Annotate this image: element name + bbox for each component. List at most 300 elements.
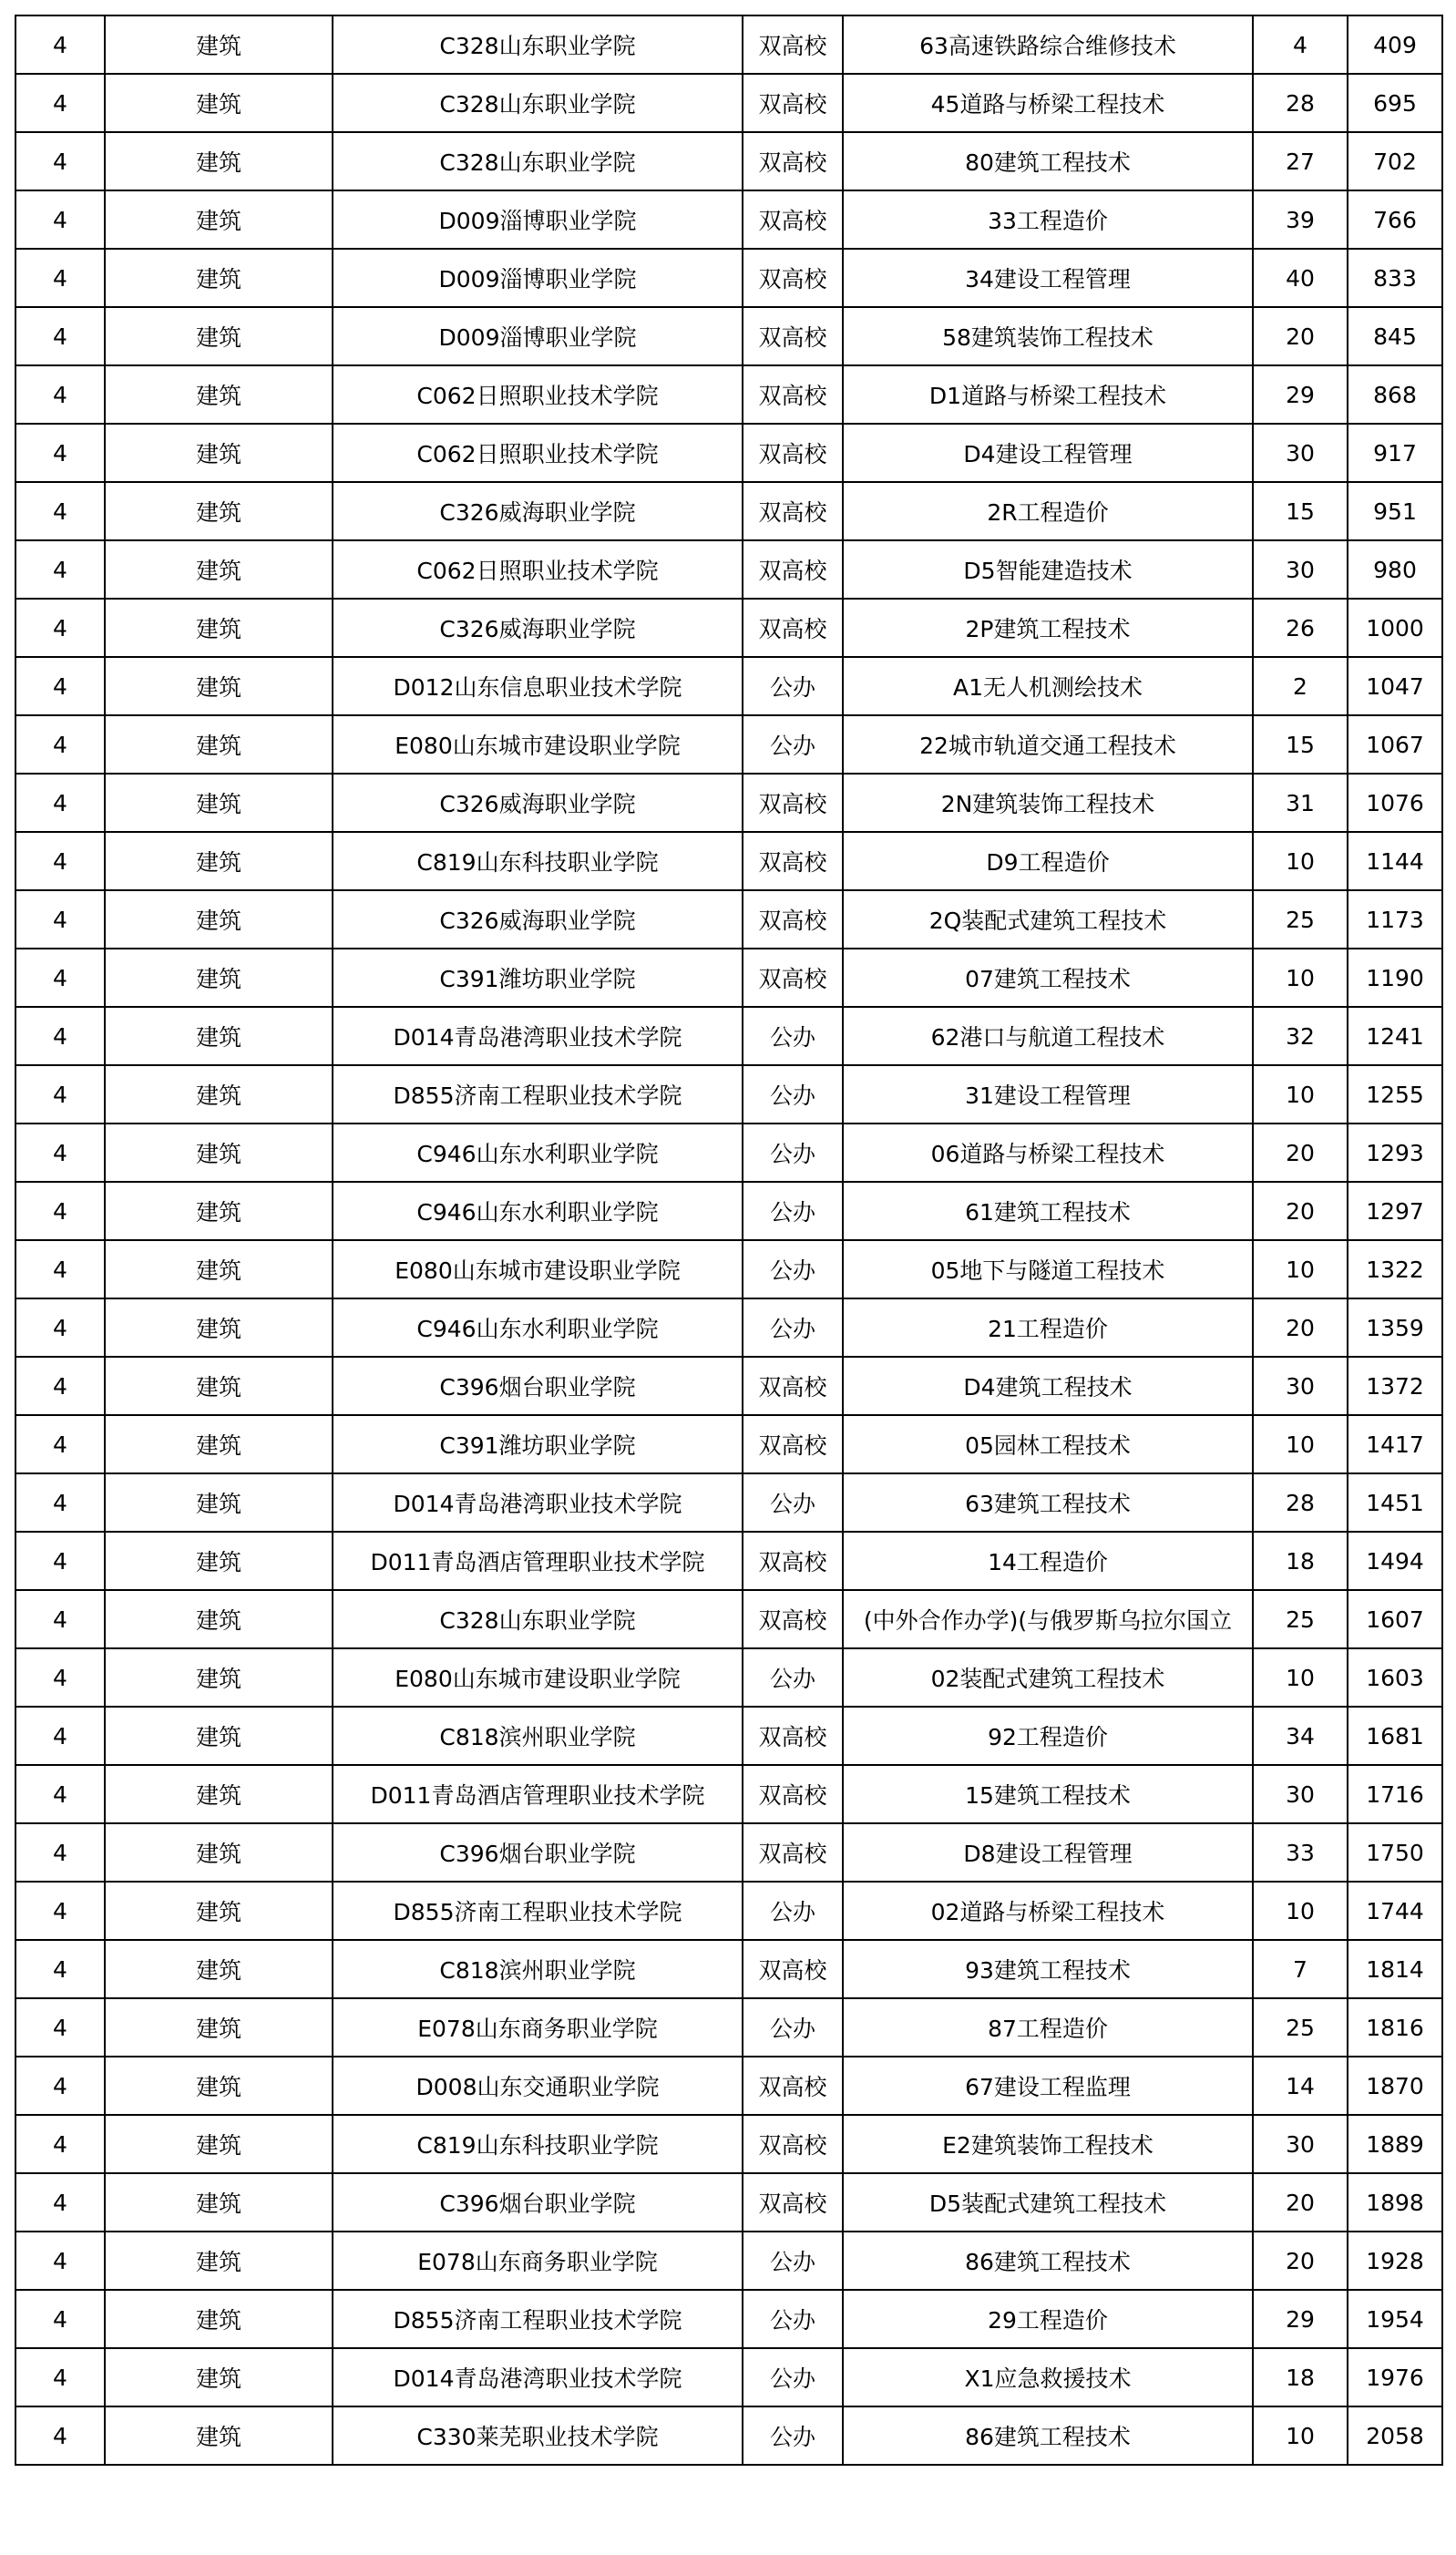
major-cell: 31建设工程管理 [843, 1065, 1253, 1124]
plan-count-cell: 30 [1253, 540, 1348, 599]
category-cell: 建筑 [105, 2173, 333, 2232]
school-type-cell: 双高校 [743, 949, 843, 1007]
category-cell: 建筑 [105, 2348, 333, 2406]
school-type-cell: 公办 [743, 2290, 843, 2348]
plan-count-cell: 18 [1253, 1532, 1348, 1590]
table-row [15, 132, 1442, 190]
school-type-cell: 双高校 [743, 1532, 843, 1590]
category-cell: 建筑 [105, 249, 333, 307]
school-type-cell: 双高校 [743, 1415, 843, 1473]
plan-count-cell: 10 [1253, 2406, 1348, 2465]
rank-cell: 1255 [1348, 1065, 1442, 1124]
category-cell: 建筑 [105, 2057, 333, 2115]
admission-table-wrapper [15, 15, 1441, 2466]
school-cell: D855济南工程职业技术学院 [333, 2290, 743, 2348]
school-type-cell: 公办 [743, 1473, 843, 1532]
school-cell: E080山东城市建设职业学院 [333, 1648, 743, 1707]
table-row [15, 2348, 1442, 2406]
major-cell: 02装配式建筑工程技术 [843, 1648, 1253, 1707]
rank-cell: 1241 [1348, 1007, 1442, 1065]
rank-cell: 1372 [1348, 1357, 1442, 1415]
table-row [15, 1940, 1442, 1998]
batch-cell: 4 [15, 2232, 105, 2290]
batch-cell: 4 [15, 482, 105, 540]
batch-cell: 4 [15, 190, 105, 249]
rank-cell: 1297 [1348, 1182, 1442, 1240]
major-cell: D5智能建造技术 [843, 540, 1253, 599]
school-cell: C946山东水利职业学院 [333, 1124, 743, 1182]
school-cell: D011青岛酒店管理职业技术学院 [333, 1765, 743, 1823]
plan-count-cell: 20 [1253, 2232, 1348, 2290]
plan-count-cell: 30 [1253, 1765, 1348, 1823]
school-cell: C946山东水利职业学院 [333, 1182, 743, 1240]
table-row [15, 2173, 1442, 2232]
school-cell: D011青岛酒店管理职业技术学院 [333, 1532, 743, 1590]
major-cell: E2建筑装饰工程技术 [843, 2115, 1253, 2173]
category-cell: 建筑 [105, 1707, 333, 1765]
category-cell: 建筑 [105, 74, 333, 132]
major-cell: 86建筑工程技术 [843, 2406, 1253, 2465]
category-cell: 建筑 [105, 1357, 333, 1415]
plan-count-cell: 10 [1253, 1648, 1348, 1707]
plan-count-cell: 31 [1253, 774, 1348, 832]
school-cell: C391潍坊职业学院 [333, 1415, 743, 1473]
batch-cell: 4 [15, 307, 105, 365]
table-row [15, 1415, 1442, 1473]
rank-cell: 1816 [1348, 1998, 1442, 2057]
category-cell: 建筑 [105, 2406, 333, 2465]
plan-count-cell: 2 [1253, 657, 1348, 715]
major-cell: D5装配式建筑工程技术 [843, 2173, 1253, 2232]
school-cell: D012山东信息职业技术学院 [333, 657, 743, 715]
batch-cell: 4 [15, 2406, 105, 2465]
plan-count-cell: 27 [1253, 132, 1348, 190]
table-row [15, 890, 1442, 949]
category-cell: 建筑 [105, 1765, 333, 1823]
table-row [15, 365, 1442, 424]
category-cell: 建筑 [105, 1998, 333, 2057]
rank-cell: 1173 [1348, 890, 1442, 949]
major-cell: 93建筑工程技术 [843, 1940, 1253, 1998]
major-cell: 15建筑工程技术 [843, 1765, 1253, 1823]
table-row [15, 15, 1442, 74]
school-type-cell: 公办 [743, 1007, 843, 1065]
plan-count-cell: 40 [1253, 249, 1348, 307]
rank-cell: 409 [1348, 15, 1442, 74]
major-cell: 67建设工程监理 [843, 2057, 1253, 2115]
school-type-cell: 双高校 [743, 1590, 843, 1648]
rank-cell: 1716 [1348, 1765, 1442, 1823]
school-type-cell: 公办 [743, 1065, 843, 1124]
batch-cell: 4 [15, 774, 105, 832]
school-cell: C326威海职业学院 [333, 599, 743, 657]
rank-cell: 1870 [1348, 2057, 1442, 2115]
batch-cell: 4 [15, 890, 105, 949]
major-cell: 2N建筑装饰工程技术 [843, 774, 1253, 832]
plan-count-cell: 10 [1253, 1240, 1348, 1298]
category-cell: 建筑 [105, 15, 333, 74]
rank-cell: 1954 [1348, 2290, 1442, 2348]
school-cell: C396烟台职业学院 [333, 1823, 743, 1882]
table-body [15, 15, 1442, 2465]
category-cell: 建筑 [105, 715, 333, 774]
batch-cell: 4 [15, 1940, 105, 1998]
batch-cell: 4 [15, 1882, 105, 1940]
school-type-cell: 公办 [743, 1648, 843, 1707]
plan-count-cell: 20 [1253, 1182, 1348, 1240]
school-type-cell: 双高校 [743, 2115, 843, 2173]
rank-cell: 1144 [1348, 832, 1442, 890]
rank-cell: 1750 [1348, 1823, 1442, 1882]
school-cell: D009淄博职业学院 [333, 249, 743, 307]
plan-count-cell: 25 [1253, 890, 1348, 949]
batch-cell: 4 [15, 1823, 105, 1882]
school-cell: C326威海职业学院 [333, 890, 743, 949]
category-cell: 建筑 [105, 540, 333, 599]
rank-cell: 1928 [1348, 2232, 1442, 2290]
major-cell: 61建筑工程技术 [843, 1182, 1253, 1240]
table-row [15, 1707, 1442, 1765]
major-cell: D4建筑工程技术 [843, 1357, 1253, 1415]
school-type-cell: 公办 [743, 657, 843, 715]
batch-cell: 4 [15, 249, 105, 307]
school-type-cell: 公办 [743, 1298, 843, 1357]
table-row [15, 249, 1442, 307]
category-cell: 建筑 [105, 1007, 333, 1065]
school-cell: C391潍坊职业学院 [333, 949, 743, 1007]
table-row [15, 74, 1442, 132]
table-row [15, 1532, 1442, 1590]
category-cell: 建筑 [105, 1298, 333, 1357]
table-row [15, 2115, 1442, 2173]
major-cell: D1道路与桥梁工程技术 [843, 365, 1253, 424]
plan-count-cell: 7 [1253, 1940, 1348, 1998]
table-row [15, 1882, 1442, 1940]
batch-cell: 4 [15, 1473, 105, 1532]
table-row [15, 2232, 1442, 2290]
plan-count-cell: 29 [1253, 365, 1348, 424]
batch-cell: 4 [15, 2173, 105, 2232]
plan-count-cell: 29 [1253, 2290, 1348, 2348]
school-type-cell: 双高校 [743, 307, 843, 365]
batch-cell: 4 [15, 1590, 105, 1648]
plan-count-cell: 20 [1253, 1124, 1348, 1182]
plan-count-cell: 10 [1253, 832, 1348, 890]
school-cell: C328山东职业学院 [333, 132, 743, 190]
table-row [15, 2057, 1442, 2115]
school-cell: D008山东交通职业学院 [333, 2057, 743, 2115]
school-type-cell: 双高校 [743, 15, 843, 74]
rank-cell: 1000 [1348, 599, 1442, 657]
school-cell: C946山东水利职业学院 [333, 1298, 743, 1357]
rank-cell: 1744 [1348, 1882, 1442, 1940]
category-cell: 建筑 [105, 1182, 333, 1240]
school-type-cell: 双高校 [743, 1940, 843, 1998]
school-type-cell: 双高校 [743, 365, 843, 424]
major-cell: (中外合作办学)(与俄罗斯乌拉尔国立 [843, 1590, 1253, 1648]
school-cell: C818滨州职业学院 [333, 1707, 743, 1765]
table-row [15, 540, 1442, 599]
rank-cell: 695 [1348, 74, 1442, 132]
batch-cell: 4 [15, 132, 105, 190]
school-cell: C396烟台职业学院 [333, 2173, 743, 2232]
school-type-cell: 双高校 [743, 249, 843, 307]
major-cell: D8建设工程管理 [843, 1823, 1253, 1882]
category-cell: 建筑 [105, 774, 333, 832]
table-row [15, 190, 1442, 249]
major-cell: 21工程造价 [843, 1298, 1253, 1357]
plan-count-cell: 30 [1253, 424, 1348, 482]
admission-table [15, 15, 1443, 2466]
school-cell: E078山东商务职业学院 [333, 2232, 743, 2290]
batch-cell: 4 [15, 74, 105, 132]
school-cell: C818滨州职业学院 [333, 1940, 743, 1998]
batch-cell: 4 [15, 599, 105, 657]
category-cell: 建筑 [105, 2290, 333, 2348]
table-row [15, 1648, 1442, 1707]
school-cell: D014青岛港湾职业技术学院 [333, 1473, 743, 1532]
rank-cell: 833 [1348, 249, 1442, 307]
rank-cell: 1067 [1348, 715, 1442, 774]
school-type-cell: 双高校 [743, 424, 843, 482]
table-row [15, 657, 1442, 715]
batch-cell: 4 [15, 2115, 105, 2173]
plan-count-cell: 10 [1253, 1415, 1348, 1473]
school-cell: C326威海职业学院 [333, 774, 743, 832]
batch-cell: 4 [15, 1240, 105, 1298]
batch-cell: 4 [15, 2348, 105, 2406]
school-cell: C328山东职业学院 [333, 1590, 743, 1648]
plan-count-cell: 25 [1253, 1998, 1348, 2057]
plan-count-cell: 15 [1253, 715, 1348, 774]
table-row [15, 482, 1442, 540]
major-cell: 06道路与桥梁工程技术 [843, 1124, 1253, 1182]
rank-cell: 980 [1348, 540, 1442, 599]
rank-cell: 845 [1348, 307, 1442, 365]
batch-cell: 4 [15, 15, 105, 74]
batch-cell: 4 [15, 365, 105, 424]
plan-count-cell: 30 [1253, 1357, 1348, 1415]
school-cell: C396烟台职业学院 [333, 1357, 743, 1415]
table-row [15, 949, 1442, 1007]
plan-count-cell: 33 [1253, 1823, 1348, 1882]
rank-cell: 702 [1348, 132, 1442, 190]
batch-cell: 4 [15, 540, 105, 599]
major-cell: 07建筑工程技术 [843, 949, 1253, 1007]
table-row [15, 2290, 1442, 2348]
school-type-cell: 双高校 [743, 1707, 843, 1765]
table-row [15, 1765, 1442, 1823]
batch-cell: 4 [15, 1007, 105, 1065]
category-cell: 建筑 [105, 1065, 333, 1124]
table-row [15, 1007, 1442, 1065]
plan-count-cell: 14 [1253, 2057, 1348, 2115]
school-cell: E080山东城市建设职业学院 [333, 715, 743, 774]
category-cell: 建筑 [105, 599, 333, 657]
table-row [15, 307, 1442, 365]
table-row [15, 1298, 1442, 1357]
table-row [15, 1473, 1442, 1532]
school-cell: C819山东科技职业学院 [333, 832, 743, 890]
batch-cell: 4 [15, 657, 105, 715]
school-type-cell: 双高校 [743, 599, 843, 657]
major-cell: 92工程造价 [843, 1707, 1253, 1765]
school-type-cell: 公办 [743, 1240, 843, 1298]
school-type-cell: 公办 [743, 1882, 843, 1940]
school-type-cell: 公办 [743, 1124, 843, 1182]
plan-count-cell: 28 [1253, 74, 1348, 132]
rank-cell: 2058 [1348, 2406, 1442, 2465]
school-cell: C819山东科技职业学院 [333, 2115, 743, 2173]
table-row [15, 832, 1442, 890]
table-row [15, 1823, 1442, 1882]
table-row [15, 1182, 1442, 1240]
major-cell: 34建设工程管理 [843, 249, 1253, 307]
table-row [15, 1998, 1442, 2057]
school-type-cell: 双高校 [743, 540, 843, 599]
batch-cell: 4 [15, 1765, 105, 1823]
plan-count-cell: 25 [1253, 1590, 1348, 1648]
batch-cell: 4 [15, 1357, 105, 1415]
school-cell: E078山东商务职业学院 [333, 1998, 743, 2057]
rank-cell: 1359 [1348, 1298, 1442, 1357]
plan-count-cell: 34 [1253, 1707, 1348, 1765]
category-cell: 建筑 [105, 1940, 333, 1998]
category-cell: 建筑 [105, 890, 333, 949]
school-type-cell: 公办 [743, 2406, 843, 2465]
major-cell: X1应急救援技术 [843, 2348, 1253, 2406]
batch-cell: 4 [15, 2290, 105, 2348]
rank-cell: 1603 [1348, 1648, 1442, 1707]
category-cell: 建筑 [105, 190, 333, 249]
school-cell: C062日照职业技术学院 [333, 540, 743, 599]
major-cell: 2R工程造价 [843, 482, 1253, 540]
table-row [15, 1124, 1442, 1182]
school-type-cell: 公办 [743, 2348, 843, 2406]
category-cell: 建筑 [105, 1648, 333, 1707]
major-cell: 63建筑工程技术 [843, 1473, 1253, 1532]
rank-cell: 1494 [1348, 1532, 1442, 1590]
batch-cell: 4 [15, 1065, 105, 1124]
batch-cell: 4 [15, 1124, 105, 1182]
major-cell: 02道路与桥梁工程技术 [843, 1882, 1253, 1940]
major-cell: 2P建筑工程技术 [843, 599, 1253, 657]
major-cell: 29工程造价 [843, 2290, 1253, 2348]
table-row [15, 1590, 1442, 1648]
school-cell: D009淄博职业学院 [333, 190, 743, 249]
plan-count-cell: 30 [1253, 2115, 1348, 2173]
school-cell: D014青岛港湾职业技术学院 [333, 1007, 743, 1065]
major-cell: 62港口与航道工程技术 [843, 1007, 1253, 1065]
category-cell: 建筑 [105, 1124, 333, 1182]
category-cell: 建筑 [105, 2232, 333, 2290]
category-cell: 建筑 [105, 132, 333, 190]
table-row [15, 599, 1442, 657]
batch-cell: 4 [15, 832, 105, 890]
rank-cell: 766 [1348, 190, 1442, 249]
major-cell: 86建筑工程技术 [843, 2232, 1253, 2290]
rank-cell: 1681 [1348, 1707, 1442, 1765]
plan-count-cell: 18 [1253, 2348, 1348, 2406]
plan-count-cell: 10 [1253, 1065, 1348, 1124]
plan-count-cell: 32 [1253, 1007, 1348, 1065]
school-type-cell: 公办 [743, 1182, 843, 1240]
plan-count-cell: 20 [1253, 2173, 1348, 2232]
school-type-cell: 双高校 [743, 1765, 843, 1823]
plan-count-cell: 39 [1253, 190, 1348, 249]
school-cell: D014青岛港湾职业技术学院 [333, 2348, 743, 2406]
school-cell: E080山东城市建设职业学院 [333, 1240, 743, 1298]
school-cell: D855济南工程职业技术学院 [333, 1882, 743, 1940]
batch-cell: 4 [15, 424, 105, 482]
plan-count-cell: 10 [1253, 1882, 1348, 1940]
school-type-cell: 双高校 [743, 832, 843, 890]
category-cell: 建筑 [105, 424, 333, 482]
major-cell: D9工程造价 [843, 832, 1253, 890]
category-cell: 建筑 [105, 1823, 333, 1882]
category-cell: 建筑 [105, 1473, 333, 1532]
school-type-cell: 公办 [743, 2232, 843, 2290]
category-cell: 建筑 [105, 949, 333, 1007]
table-row [15, 774, 1442, 832]
school-type-cell: 双高校 [743, 132, 843, 190]
school-type-cell: 公办 [743, 715, 843, 774]
category-cell: 建筑 [105, 1532, 333, 1590]
batch-cell: 4 [15, 1707, 105, 1765]
table-row [15, 715, 1442, 774]
rank-cell: 951 [1348, 482, 1442, 540]
major-cell: 22城市轨道交通工程技术 [843, 715, 1253, 774]
school-type-cell: 双高校 [743, 190, 843, 249]
table-row [15, 2406, 1442, 2465]
school-cell: C330莱芜职业技术学院 [333, 2406, 743, 2465]
rank-cell: 917 [1348, 424, 1442, 482]
category-cell: 建筑 [105, 2115, 333, 2173]
category-cell: 建筑 [105, 1240, 333, 1298]
plan-count-cell: 20 [1253, 307, 1348, 365]
rank-cell: 1190 [1348, 949, 1442, 1007]
school-type-cell: 双高校 [743, 2057, 843, 2115]
category-cell: 建筑 [105, 832, 333, 890]
batch-cell: 4 [15, 1648, 105, 1707]
batch-cell: 4 [15, 1532, 105, 1590]
school-cell: C328山东职业学院 [333, 74, 743, 132]
category-cell: 建筑 [105, 1590, 333, 1648]
plan-count-cell: 26 [1253, 599, 1348, 657]
school-type-cell: 双高校 [743, 890, 843, 949]
major-cell: 87工程造价 [843, 1998, 1253, 2057]
rank-cell: 1322 [1348, 1240, 1442, 1298]
major-cell: 63高速铁路综合维修技术 [843, 15, 1253, 74]
school-type-cell: 双高校 [743, 1823, 843, 1882]
school-cell: C062日照职业技术学院 [333, 424, 743, 482]
school-type-cell: 双高校 [743, 1357, 843, 1415]
school-type-cell: 双高校 [743, 74, 843, 132]
school-type-cell: 双高校 [743, 774, 843, 832]
rank-cell: 1607 [1348, 1590, 1442, 1648]
plan-count-cell: 20 [1253, 1298, 1348, 1357]
school-type-cell: 公办 [743, 1998, 843, 2057]
rank-cell: 1814 [1348, 1940, 1442, 1998]
school-cell: C326威海职业学院 [333, 482, 743, 540]
major-cell: 05园林工程技术 [843, 1415, 1253, 1473]
batch-cell: 4 [15, 1998, 105, 2057]
rank-cell: 1976 [1348, 2348, 1442, 2406]
table-row [15, 1240, 1442, 1298]
batch-cell: 4 [15, 1298, 105, 1357]
table-row [15, 1357, 1442, 1415]
school-cell: D855济南工程职业技术学院 [333, 1065, 743, 1124]
